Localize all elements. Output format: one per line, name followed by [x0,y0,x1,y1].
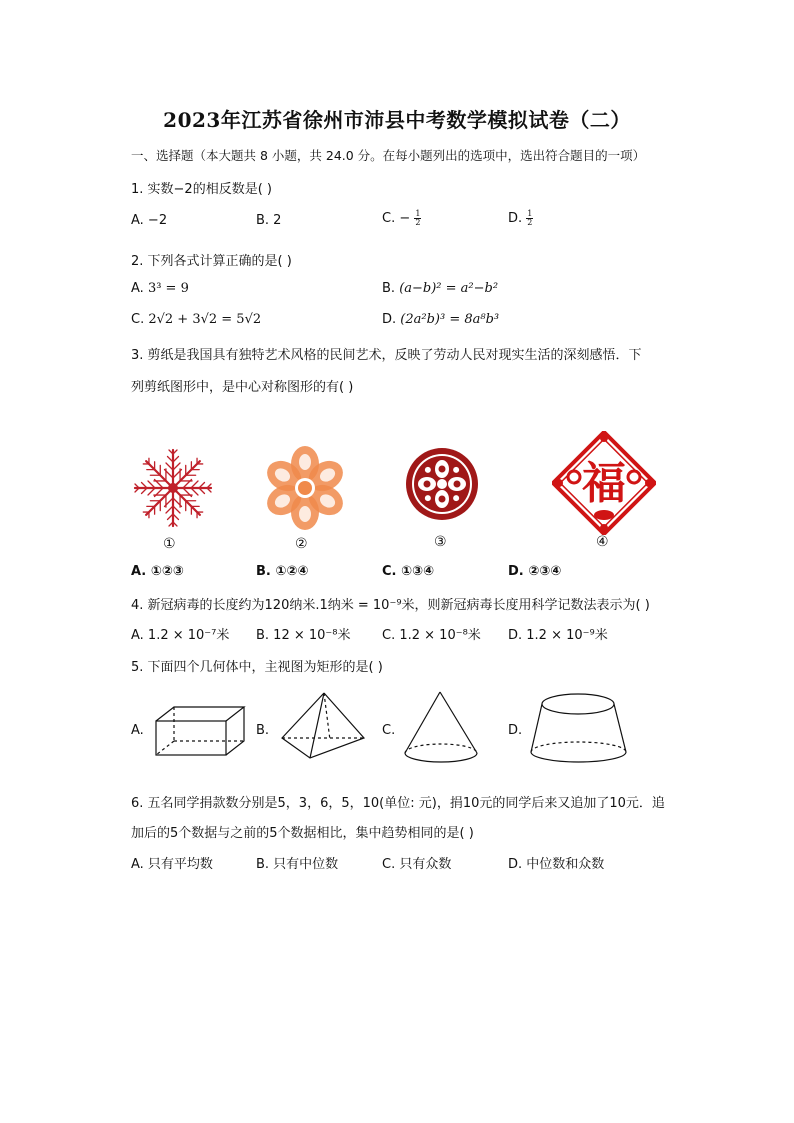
q4-option-b[interactable]: B. 12 × 10⁻⁸米 [256,628,351,643]
q5-option-b[interactable]: B. [256,723,270,738]
q3-option-b[interactable]: B. ①②④ [256,564,309,579]
fu-papercut-image [552,431,656,535]
q2-option-d[interactable] [382,312,499,327]
q6-option-b[interactable]: B. 只有中位数 [256,857,339,872]
q3-option-a[interactable]: A. ①②③ [131,564,184,579]
section-header: 一、选择题（本大题共 8 小题，共 24.0 分。在每小题列出的选项中，选出符合题目的一项） [131,148,646,163]
q5-option-c[interactable]: C. [382,723,396,738]
q1-option-b[interactable]: B. 2 [256,213,282,228]
q4-option-c[interactable]: C. 1.2 × 10⁻⁸米 [382,628,481,643]
q1-option-d-prefix: D. [508,211,523,226]
q5-option-a[interactable]: A. [131,723,144,738]
figure-label-4: ④ [596,534,609,550]
figure-label-1: ① [163,536,176,552]
q1-option-a[interactable]: A. −2 [131,213,168,228]
q2-stem: 2. 下列各式计算正确的是( ) [131,254,292,269]
q2-option-c[interactable] [131,312,261,327]
exam-title: 2023年江苏省徐州市沛县中考数学模拟试卷（二） [163,108,631,132]
q2-option-b-prefix: B. [382,281,400,296]
q6-stem-line2: 加后的5个数据与之前的5个数据相比，集中趋势相同的是( ) [131,826,474,841]
q4-stem: 4. 新冠病毒的长度约为120纳米.1纳米 = 10⁻⁹米，则新冠病毒长度用科学记数法表示为( ) [131,598,650,613]
q4-option-d[interactable]: D. 1.2 × 10⁻⁹米 [508,628,608,643]
q2-option-b-math: (a−b)² = a²−b² [399,281,499,296]
q2-option-c-math: 2√2 + 3√2 = 5√2 [148,312,262,327]
q1-option-c[interactable] [382,210,421,227]
q3-stem-line1: 3. 剪纸是我国具有独特艺术风格的民间艺术，反映了劳动人民对现实生活的深刻感悟．下 [131,348,642,363]
q3-option-c[interactable]: C. ①③④ [382,564,435,579]
q5-stem: 5. 下面四个几何体中，主视图为矩形的是( ) [131,660,383,675]
flower-papercut-image [262,445,348,531]
figure-label-2: ② [295,536,308,552]
frustum-figure [528,690,630,770]
q2-option-b[interactable] [382,281,498,296]
q5-option-d[interactable]: D. [508,723,523,738]
cone-figure [402,690,482,770]
q1-stem: 1. 实数−2的相反数是( ) [131,182,272,197]
q2-option-c-prefix: C. [131,312,149,327]
q2-option-a-math: 3³ = 9 [147,281,189,296]
pyramid-figure [278,690,368,770]
q4-option-a[interactable]: A. 1.2 × 10⁻⁷米 [131,628,230,643]
q2-option-a-prefix: A. [131,281,148,296]
q6-stem-line1: 6. 五名同学捐款数分别是5，3，6，5，10(单位: 元)，捐10元的同学后来又追加了10元．追 [131,796,665,811]
q6-option-c[interactable]: C. 只有众数 [382,857,452,872]
q6-option-d[interactable]: D. 中位数和众数 [508,857,605,872]
figure-label-3: ③ [434,534,447,550]
q1-option-d-fraction: $\frac{1}{2}$ [527,209,533,227]
q3-stem-line2: 列剪纸图形中，是中心对称图形的有( ) [131,380,354,395]
circle-papercut-image [404,446,480,522]
q1-option-c-fraction: $\frac{1}{2}$ [415,209,421,227]
q1-option-c-prefix: C. − [382,211,411,226]
q2-option-d-math: (2a²b)³ = 8a⁸b³ [400,312,500,327]
q1-option-d[interactable] [508,210,533,227]
fu-character: 福 [582,458,626,509]
q6-option-a[interactable]: A. 只有平均数 [131,857,213,872]
q2-option-a[interactable] [131,281,189,296]
cuboid-figure [150,702,248,760]
q3-option-d[interactable]: D. ②③④ [508,564,562,579]
snowflake-papercut-image [131,446,215,530]
q2-option-d-prefix: D. [382,312,401,327]
